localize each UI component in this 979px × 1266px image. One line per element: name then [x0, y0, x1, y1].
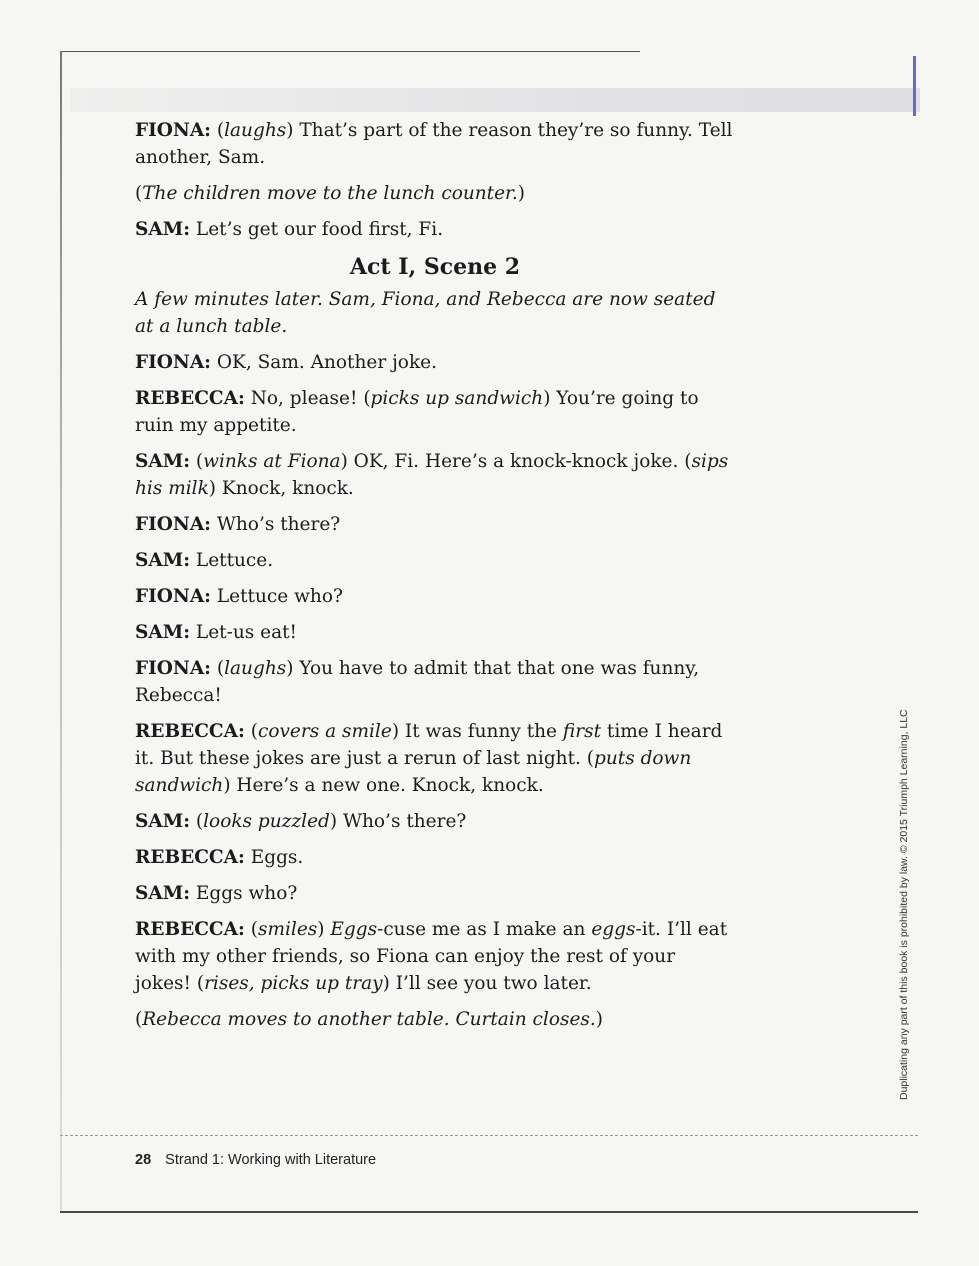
action-direction: laughs	[224, 658, 287, 679]
dialogue-line: REBECCA: (smiles) Eggs-cuse me as I make an eggs-it. I’ll eat with my other friends, so Fiona can enjoy the rest of your jokes! (rises, picks up tray) I’ll see you two later.	[135, 919, 728, 994]
action-direction: laughs	[224, 120, 287, 141]
left-page-edge	[60, 51, 62, 1211]
action-direction: looks puzzled	[203, 811, 330, 832]
dialogue-line	[135, 619, 735, 646]
scene-setting: A few minutes later. Sam, Fiona, and Rebecca are now seated at a lunch table.	[135, 289, 716, 337]
action-direction: puts down sandwich	[135, 748, 692, 796]
speaker-name: SAM:	[135, 883, 191, 904]
speaker-name: FIONA:	[135, 586, 211, 607]
emphasis-text: eggs	[591, 919, 636, 940]
speaker-name: SAM:	[135, 451, 191, 472]
dialogue-text: I’ll see you two later.	[389, 973, 592, 994]
top-rule	[60, 51, 640, 52]
speaker-name: REBECCA:	[135, 721, 245, 742]
dialogue-text: Here’s a new one. Knock, knock.	[230, 775, 544, 796]
speaker-name: SAM:	[135, 622, 191, 643]
stage-direction: (The children move to the lunch counter.)	[135, 183, 525, 204]
action-direction: winks at Fiona	[203, 451, 341, 472]
page-footer	[135, 1152, 376, 1168]
action-direction: smiles	[257, 919, 318, 940]
dialogue-line: REBECCA: No, please! (picks up sandwich) You’re going to ruin my appetite.	[135, 388, 699, 436]
bleed-through-band	[70, 88, 920, 112]
dialogue-text: Knock, knock.	[216, 478, 354, 499]
action-direction: picks up sandwich	[370, 388, 544, 409]
dialogue-line: SAM: (winks at Fiona) OK, Fi. Here’s a knock-knock joke. (sips his milk) Knock, knock.	[135, 451, 729, 499]
scene-2-dialogue	[135, 349, 735, 1033]
dialogue-text: -it. I’ll eat with my other friends, so Fiona can enjoy the rest of your jokes!	[135, 919, 728, 994]
speaker-name: REBECCA:	[135, 388, 245, 409]
speaker-name: FIONA:	[135, 658, 211, 679]
dialogue-line	[135, 349, 735, 376]
speaker-name: SAM:	[135, 811, 191, 832]
action-direction: sips his milk	[135, 451, 729, 499]
section-title: Strand 1: Working with Literature	[165, 1152, 377, 1168]
bottom-rule	[60, 1211, 918, 1213]
dialogue-text: That’s part of the reason they’re so funny. Tell another, Sam.	[135, 120, 733, 168]
emphasis-text: Eggs	[330, 919, 378, 940]
dialogue-text: OK, Fi. Here’s a knock-knock joke.	[347, 451, 685, 472]
dialogue-line: SAM: (looks puzzled) Who’s there?	[135, 811, 467, 832]
dialogue-text: It was funny the	[399, 721, 563, 742]
dialogue-text: Who’s there?	[211, 514, 341, 535]
dialogue-text: time I heard it. But these jokes are just a rerun of last night.	[135, 721, 723, 769]
stage-direction-text: Rebecca moves to another table. Curtain closes.	[142, 1009, 596, 1030]
dialogue-line: FIONA: (laughs) That’s part of the reason they’re so funny. Tell another, Sam.	[135, 120, 733, 168]
copyright-notice: Duplicating any part of this book is prohibited by law. © 2015 Triumph Learning, LLC	[898, 709, 910, 1100]
dialogue-text: Let-us eat!	[190, 622, 297, 643]
speaker-name: REBECCA:	[135, 919, 245, 940]
dialogue-text: -cuse me as I make an	[377, 919, 592, 940]
stage-direction-text: The children move to the lunch counter.	[142, 183, 518, 204]
dialogue-text: You’re going to ruin my appetite.	[135, 388, 699, 436]
dialogue-line	[135, 583, 735, 610]
action-direction: rises, picks up tray	[204, 973, 383, 994]
dialogue-line	[135, 844, 735, 871]
speaker-name: REBECCA:	[135, 847, 245, 868]
right-edge-mark	[913, 56, 916, 116]
dialogue-text: Lettuce who?	[211, 586, 343, 607]
script-body	[135, 117, 735, 1042]
scene-heading: Act I, Scene 2	[349, 254, 521, 280]
dashed-rule	[60, 1135, 918, 1136]
speaker-name: FIONA:	[135, 120, 211, 141]
dialogue-line	[135, 216, 735, 243]
dialogue-text: No, please!	[244, 388, 364, 409]
speaker-name: SAM:	[135, 550, 191, 571]
speaker-name: FIONA:	[135, 352, 211, 373]
dialogue-line	[135, 880, 735, 907]
dialogue-line	[135, 547, 735, 574]
scene-1-ending	[135, 117, 735, 243]
dialogue-text: OK, Sam. Another joke.	[211, 352, 437, 373]
dialogue-line	[135, 511, 735, 538]
emphasis-text: first	[562, 721, 602, 742]
speaker-name: SAM:	[135, 219, 191, 240]
dialogue-text: Eggs who?	[190, 883, 298, 904]
dialogue-text: Who’s there?	[337, 811, 467, 832]
dialogue-line: FIONA: (laughs) You have to admit that that one was funny, Rebecca!	[135, 658, 700, 706]
dialogue-line: REBECCA: (covers a smile) It was funny the first time I heard it. But these jokes are just a rerun of last night. (puts down sandwich) Here’s a new one. Knock, knock.	[135, 721, 723, 796]
dialogue-text: Lettuce.	[190, 550, 274, 571]
dialogue-text: Eggs.	[244, 847, 304, 868]
dialogue-text: Let’s get our food first, Fi.	[190, 219, 444, 240]
speaker-name: FIONA:	[135, 514, 211, 535]
action-direction: covers a smile	[257, 721, 392, 742]
stage-direction: (Rebecca moves to another table. Curtain closes.)	[135, 1009, 604, 1030]
page-number: 28	[135, 1152, 152, 1168]
dialogue-text: You have to admit that that one was funny, Rebecca!	[135, 658, 700, 706]
